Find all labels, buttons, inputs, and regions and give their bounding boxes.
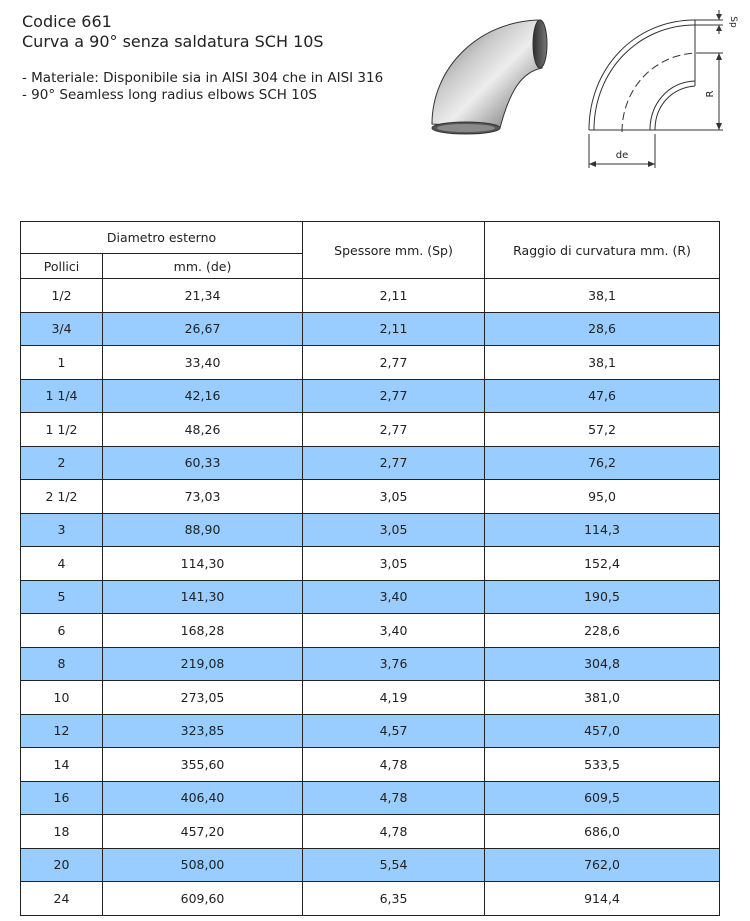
- table-row: [21, 681, 720, 715]
- cell-thickness-mm: 4,57: [303, 714, 485, 748]
- cell-inches: 3/4: [21, 312, 103, 346]
- table-row: [21, 346, 720, 380]
- cell-radius-mm: 609,5: [485, 781, 720, 815]
- cell-outer-diameter-mm: 33,40: [103, 346, 303, 380]
- cell-thickness-mm: 3,76: [303, 647, 485, 681]
- cell-inches: 1/2: [21, 279, 103, 313]
- table-row: [21, 379, 720, 413]
- cell-thickness-mm: 2,77: [303, 379, 485, 413]
- table-row: [21, 279, 720, 313]
- cell-outer-diameter-mm: 21,34: [103, 279, 303, 313]
- cell-thickness-mm: 5,54: [303, 848, 485, 882]
- outer-diameter-group-header: Diametro esterno: [21, 222, 303, 254]
- cell-inches: 5: [21, 580, 103, 614]
- cell-radius-mm: 190,5: [485, 580, 720, 614]
- cell-thickness-mm: 2,11: [303, 279, 485, 313]
- elbow-technical-drawing: [573, 6, 743, 174]
- elbow-body: [432, 20, 542, 128]
- elbow-photo-illustration: [426, 10, 556, 140]
- cell-radius-mm: 28,6: [485, 312, 720, 346]
- table-row: [21, 580, 720, 614]
- cell-inches: 1: [21, 346, 103, 380]
- cell-radius-mm: 47,6: [485, 379, 720, 413]
- cell-inches: 24: [21, 882, 103, 916]
- table-row: [21, 312, 720, 346]
- cell-inches: 18: [21, 815, 103, 849]
- cell-thickness-mm: 3,05: [303, 547, 485, 581]
- cell-inches: 12: [21, 714, 103, 748]
- cell-radius-mm: 152,4: [485, 547, 720, 581]
- cell-inches: 2 1/2: [21, 480, 103, 514]
- product-code: Codice 661: [22, 12, 112, 31]
- cell-inches: 4: [21, 547, 103, 581]
- cell-radius-mm: 762,0: [485, 848, 720, 882]
- cell-inches: 6: [21, 614, 103, 648]
- description-note: - 90° Seamless long radius elbows SCH 10S: [22, 87, 317, 103]
- cell-radius-mm: 914,4: [485, 882, 720, 916]
- table-body: [21, 279, 720, 916]
- cell-inches: 14: [21, 748, 103, 782]
- cell-thickness-mm: 2,77: [303, 446, 485, 480]
- title-block: [22, 12, 324, 52]
- cell-inches: 8: [21, 647, 103, 681]
- cell-radius-mm: 38,1: [485, 279, 720, 313]
- table-row: [21, 882, 720, 916]
- table-row: [21, 647, 720, 681]
- table-row: [21, 480, 720, 514]
- table-row: [21, 513, 720, 547]
- cell-inches: 1 1/4: [21, 379, 103, 413]
- material-note: - Materiale: Disponibile sia in AISI 304 che in AISI 316: [22, 70, 384, 86]
- cell-outer-diameter-mm: 609,60: [103, 882, 303, 916]
- cell-outer-diameter-mm: 114,30: [103, 547, 303, 581]
- cell-radius-mm: 304,8: [485, 647, 720, 681]
- elbow-inner-wall: [650, 81, 695, 130]
- cell-outer-diameter-mm: 60,33: [103, 446, 303, 480]
- cell-thickness-mm: 4,19: [303, 681, 485, 715]
- table-row: [21, 815, 720, 849]
- dimensions-table: [20, 221, 720, 916]
- cell-outer-diameter-mm: 457,20: [103, 815, 303, 849]
- table-row: [21, 781, 720, 815]
- cell-outer-diameter-mm: 26,67: [103, 312, 303, 346]
- elbow-inner-contour: [655, 86, 695, 130]
- cell-outer-diameter-mm: 323,85: [103, 714, 303, 748]
- de-dimension-label: de: [615, 150, 629, 161]
- cell-outer-diameter-mm: 355,60: [103, 748, 303, 782]
- cell-radius-mm: 95,0: [485, 480, 720, 514]
- cell-outer-diameter-mm: 73,03: [103, 480, 303, 514]
- r-dimension-label: R: [705, 90, 716, 98]
- cell-inches: 1 1/2: [21, 413, 103, 447]
- cell-outer-diameter-mm: 42,16: [103, 379, 303, 413]
- sp-dimension-label: Sp: [728, 16, 738, 28]
- product-title: Curva a 90° senza saldatura SCH 10S: [22, 32, 324, 51]
- cell-outer-diameter-mm: 406,40: [103, 781, 303, 815]
- cell-outer-diameter-mm: 141,30: [103, 580, 303, 614]
- cell-radius-mm: 686,0: [485, 815, 720, 849]
- cell-radius-mm: 457,0: [485, 714, 720, 748]
- mm-column-header: mm. (de): [103, 254, 303, 279]
- table-row: [21, 547, 720, 581]
- cell-radius-mm: 228,6: [485, 614, 720, 648]
- cell-inches: 10: [21, 681, 103, 715]
- cell-thickness-mm: 4,78: [303, 781, 485, 815]
- cell-radius-mm: 57,2: [485, 413, 720, 447]
- elbow-outer-wall: [594, 25, 695, 130]
- cell-outer-diameter-mm: 48,26: [103, 413, 303, 447]
- cell-thickness-mm: 6,35: [303, 882, 485, 916]
- cell-thickness-mm: 4,78: [303, 748, 485, 782]
- cell-thickness-mm: 2,11: [303, 312, 485, 346]
- elbow-centerline: [622, 53, 697, 132]
- cell-outer-diameter-mm: 88,90: [103, 513, 303, 547]
- table-row: [21, 714, 720, 748]
- product-notes: [22, 70, 383, 104]
- cell-thickness-mm: 3,40: [303, 580, 485, 614]
- table-row: [21, 748, 720, 782]
- table-row: [21, 848, 720, 882]
- cell-thickness-mm: 3,05: [303, 480, 485, 514]
- cell-inches: 3: [21, 513, 103, 547]
- cell-thickness-mm: 3,05: [303, 513, 485, 547]
- cell-outer-diameter-mm: 168,28: [103, 614, 303, 648]
- cell-thickness-mm: 3,40: [303, 614, 485, 648]
- inches-column-header: Pollici: [21, 254, 103, 279]
- cell-radius-mm: 381,0: [485, 681, 720, 715]
- cell-thickness-mm: 2,77: [303, 413, 485, 447]
- elbow-top-opening: [533, 20, 547, 68]
- table-row: [21, 446, 720, 480]
- cell-radius-mm: 533,5: [485, 748, 720, 782]
- elbow-outer-contour: [589, 20, 695, 130]
- table-row: [21, 413, 720, 447]
- cell-outer-diameter-mm: 219,08: [103, 647, 303, 681]
- cell-thickness-mm: 4,78: [303, 815, 485, 849]
- cell-inches: 16: [21, 781, 103, 815]
- thickness-column-header: Spessore mm. (Sp): [303, 222, 485, 279]
- cell-radius-mm: 114,3: [485, 513, 720, 547]
- cell-outer-diameter-mm: 508,00: [103, 848, 303, 882]
- cell-inches: 20: [21, 848, 103, 882]
- table-row: [21, 614, 720, 648]
- cell-radius-mm: 76,2: [485, 446, 720, 480]
- cell-radius-mm: 38,1: [485, 346, 720, 380]
- cell-thickness-mm: 2,77: [303, 346, 485, 380]
- cell-outer-diameter-mm: 273,05: [103, 681, 303, 715]
- radius-column-header: Raggio di curvatura mm. (R): [485, 222, 720, 279]
- cell-inches: 2: [21, 446, 103, 480]
